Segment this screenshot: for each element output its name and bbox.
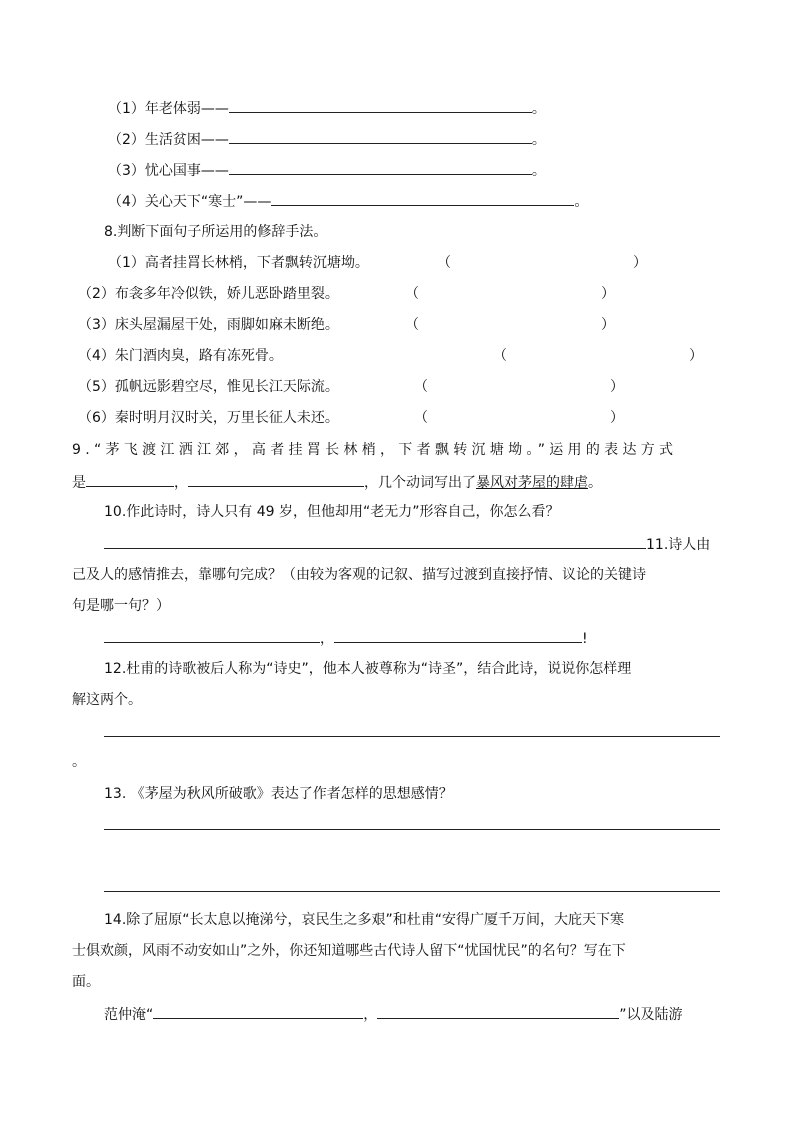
q8-item-3: （3）床头屋漏屋干处，雨脚如麻未断绝。 [78, 317, 339, 333]
q10-question: 10.作此诗时，诗人只有 49 岁，但他却用“老无力”形容自己，你怎么看？ [104, 504, 560, 520]
q8-title: 8.判断下面句子所运用的修辞手法。 [104, 224, 328, 240]
answer-blank[interactable] [104, 533, 646, 549]
q8-answer-1[interactable]: （ ） [437, 255, 647, 271]
q8-item-5: （5）孤帆远影碧空尽，惟见长江天际流。 [78, 379, 339, 395]
underlined-phrase: 暴风对茅屋的肆虐 [476, 475, 588, 491]
answer-blank[interactable] [229, 97, 532, 113]
q8-answer-5[interactable]: （ ） [414, 379, 624, 395]
q14-question-line-1: 14.除了屈原“长太息以掩涕兮，哀民生之多艰”和杜甫“安得广厦千万间，大庇天下寒 [104, 912, 625, 928]
q8-answer-4[interactable]: （ ） [493, 348, 703, 364]
q11-answer-line: ， ! [104, 627, 588, 649]
q8-item-4: （4）朱门酒肉臭，路有冻死骨。 [78, 348, 283, 364]
q12-end-mark: 。 [72, 754, 86, 770]
answer-blank[interactable] [188, 471, 364, 487]
q8-item-6: （6）秦时明月汉时关，万里长征人未还。 [78, 410, 339, 426]
answer-blank[interactable] [153, 1003, 363, 1019]
answer-rule[interactable] [104, 736, 720, 737]
q9-question: 9.“茅飞渡江洒江郊，高者挂罥长林梢，下者飘转沉塘坳。”运用的表达方式 [72, 442, 678, 458]
q13-question: 13. 《茅屋为秋风所破歌》表达了作者怎样的思想感情？ [104, 786, 453, 802]
q8-answer-2[interactable]: （ ） [405, 286, 615, 302]
q11-question-line-2: 己及人的感情推去，靠哪句完成？（由较为客观的记叙、描写过渡到直接抒情、议论的关键诗 [72, 567, 646, 583]
q8-item-1: （1）高者挂罥长林梢，下者飘转沉塘坳。 [108, 255, 369, 271]
q14-question-line-2: 士俱欢颜，风雨不动安如山”之外，你还知道哪些古代诗人留下“忧国忧民”的名句？写在下 [72, 943, 626, 959]
answer-blank[interactable] [229, 159, 532, 175]
answer-blank[interactable] [377, 1003, 619, 1019]
q8-answer-6[interactable]: （ ） [414, 410, 624, 426]
q11-question-line-3: 句是哪一句？） [72, 598, 170, 614]
q8-answer-3[interactable]: （ ） [405, 317, 615, 333]
q9-answer-line: 是 ， ，几个动词写出了暴风对茅屋的肆虐。 [72, 471, 602, 493]
q7-item-3: （3）忧心国事—— 。 [108, 159, 546, 181]
answer-blank[interactable] [334, 627, 582, 643]
answer-blank[interactable] [229, 128, 532, 144]
q14-answer-line: 范仲淹“ ， ”以及陆游 [104, 1003, 683, 1025]
answer-blank[interactable] [86, 471, 174, 487]
q8-item-2: （2）布衾多年冷似铁，娇儿恶卧踏里裂。 [78, 286, 339, 302]
q10-answer-line: 11.诗人由 [104, 533, 710, 555]
q12-question-line-2: 解这两个。 [72, 692, 142, 708]
q7-item-1: （1）年老体弱—— 。 [108, 97, 546, 119]
q12-question-line-1: 12.杜甫的诗歌被后人称为“诗史”，他本人被尊称为“诗圣”，结合此诗，说说你怎样理 [104, 661, 632, 677]
q14-question-line-3: 面。 [72, 974, 100, 990]
answer-blank[interactable] [271, 190, 574, 206]
q7-item-2: （2）生活贫困—— 。 [108, 128, 546, 150]
answer-rule[interactable] [104, 891, 720, 892]
answer-blank[interactable] [104, 627, 320, 643]
q7-item-4: （4）关心天下“寒士”—— 。 [108, 190, 588, 212]
answer-rule[interactable] [104, 829, 720, 830]
